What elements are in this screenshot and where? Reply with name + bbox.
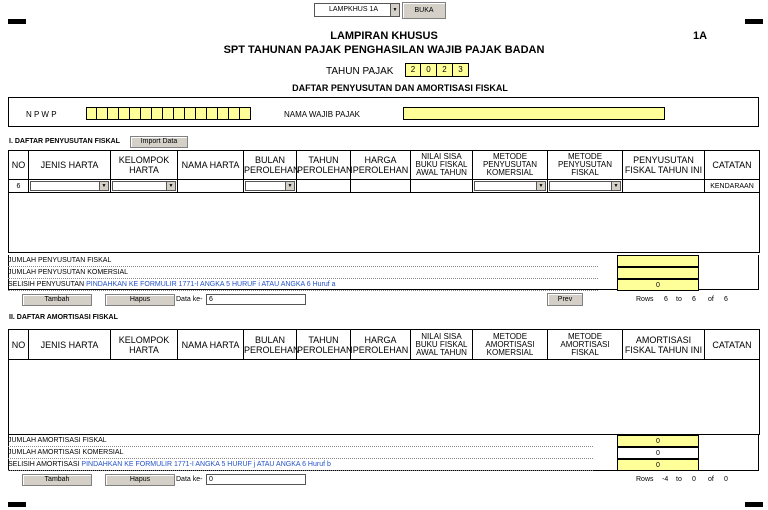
rows-total: 0 (724, 476, 728, 483)
col-header: METODE PENYUSUTAN FISKAL (548, 151, 623, 180)
rows-of-label: of (708, 296, 714, 303)
chevron-down-icon: ▼ (536, 182, 545, 190)
corner-mark (8, 19, 26, 24)
col-header: NAMA HARTA (178, 151, 244, 180)
col-header: NAMA HARTA (178, 330, 244, 360)
npwp-digit[interactable] (229, 107, 240, 120)
penyusutan-fiskal-cell[interactable] (623, 180, 705, 193)
nama-wp-input[interactable] (403, 107, 665, 120)
jumlah-amortisasi-komersial-label: JUMLAH AMORTISASI KOMERSIAL (8, 447, 593, 459)
col-header: CATATAN (705, 151, 760, 180)
hapus-amortisasi-button[interactable]: Hapus (105, 474, 175, 486)
kelompok-harta-select[interactable] (112, 181, 176, 191)
col-header: METODE PENYUSUTAN KOMERSIAL (473, 151, 548, 180)
col-header: AMORTISASI FISKAL TAHUN INI (623, 330, 705, 360)
form-code: 1A (693, 30, 708, 42)
npwp-digit[interactable] (163, 107, 174, 120)
rows-to: 0 (692, 476, 696, 483)
data-ke-label: Data ke- (176, 296, 203, 303)
chevron-down-icon: ▼ (99, 182, 108, 190)
jumlah-amortisasi-fiskal-label: JUMLAH AMORTISASI FISKAL (8, 435, 593, 447)
col-header: BULAN PEROLEHAN (244, 330, 297, 360)
col-header: HARGA PEROLEHAN (351, 330, 411, 360)
nama-wp-label: NAMA WAJIB PAJAK (284, 110, 361, 119)
npwp-digit[interactable] (240, 107, 251, 120)
row-no: 6 (9, 180, 29, 193)
col-header: KELOMPOK HARTA (111, 151, 178, 180)
npwp-digit[interactable] (196, 107, 207, 120)
year-digit[interactable]: 0 (421, 63, 437, 77)
penyusutan-section-label: I. DAFTAR PENYUSUTAN FISKAL (9, 138, 120, 145)
npwp-digit[interactable] (207, 107, 218, 120)
col-header: PENYUSUTAN FISKAL TAHUN INI (623, 151, 705, 180)
npwp-digit[interactable] (86, 107, 97, 120)
rows-label: Rows (636, 476, 654, 483)
npwp-digit[interactable] (119, 107, 130, 120)
page-subtitle: SPT TAHUNAN PAJAK PENGHASILAN WAJIB PAJAK BADAN (223, 44, 545, 56)
year-digit[interactable]: 2 (437, 63, 453, 77)
amortisasi-table (8, 329, 760, 435)
selisih-amortisasi-note: PINDAHKAN KE FORMULIR 1771-I ANGKA 5 HURUF j ATAU ANGKA 6 Huruf b (81, 461, 331, 468)
penyusutan-table (8, 150, 760, 253)
chevron-down-icon: ▼ (390, 4, 399, 16)
jenis-harta-cell[interactable] (29, 180, 111, 193)
rows-label: Rows (636, 296, 654, 303)
tahun-perolehan-cell[interactable] (297, 180, 351, 193)
form-select-value: LAMPKHUS 1A (329, 6, 379, 13)
rows-to-label: to (676, 296, 682, 303)
metode-fiskal-cell[interactable] (548, 180, 623, 193)
selisih-penyusutan-value: 0 (617, 279, 699, 291)
col-header: METODE AMORTISASI FISKAL (548, 330, 623, 360)
amortisasi-section-label: II. DAFTAR AMORTISASI FISKAL (9, 314, 118, 321)
kelompok-harta-cell[interactable] (111, 180, 178, 193)
rows-total: 6 (724, 296, 728, 303)
jumlah-penyusutan-fiskal-value (617, 255, 699, 267)
npwp-field[interactable] (86, 107, 251, 120)
selisih-penyusutan-label: SELISIH PENYUSUTAN (8, 281, 85, 288)
rows-to: 6 (692, 296, 696, 303)
corner-mark (8, 502, 26, 507)
data-ke-input[interactable]: 6 (206, 294, 306, 305)
selisih-amortisasi-value: 0 (617, 459, 699, 471)
corner-mark (745, 502, 763, 507)
chevron-down-icon: ▼ (285, 182, 294, 190)
jumlah-penyusutan-komersial-value (617, 267, 699, 279)
jenis-harta-select[interactable] (30, 181, 109, 191)
data-ke-label: Data ke- (176, 476, 203, 483)
npwp-digit[interactable] (130, 107, 141, 120)
rows-from: -4 (662, 476, 669, 483)
jumlah-penyusutan-fiskal-label: JUMLAH PENYUSUTAN FISKAL (8, 255, 598, 267)
jumlah-penyusutan-komersial-label: JUMLAH PENYUSUTAN KOMERSIAL (8, 267, 598, 279)
selisih-penyusutan-note: PINDAHKAN KE FORMULIR 1771-I ANGKA 5 HURUF i ATAU ANGKA 6 Huruf a (86, 281, 336, 288)
metode-komersial-cell[interactable] (473, 180, 548, 193)
col-header: NILAI SISA BUKU FISKAL AWAL TAHUN (411, 330, 473, 360)
col-header: HARGA PEROLEHAN (351, 151, 411, 180)
rows-from: 6 (664, 296, 668, 303)
col-header: NILAI SISA BUKU FISKAL AWAL TAHUN (411, 151, 473, 180)
rows-of-label: of (708, 476, 714, 483)
selisih-penyusutan-row (8, 279, 598, 291)
harga-perolehan-cell[interactable] (351, 180, 411, 193)
table-empty-area (9, 193, 760, 253)
tahun-pajak-label: TAHUN PAJAK (326, 66, 394, 77)
table-empty-area (9, 360, 760, 435)
rows-to-label: to (676, 476, 682, 483)
col-header: BULAN PEROLEHAN (244, 151, 297, 180)
col-header: TAHUN PEROLEHAN (297, 151, 351, 180)
import-data-button[interactable]: Import Data (130, 136, 188, 148)
buka-button[interactable]: BUKA (402, 2, 446, 19)
npwp-digit[interactable] (108, 107, 119, 120)
col-header: JENIS HARTA (29, 151, 111, 180)
year-digit[interactable]: 3 (453, 63, 469, 77)
col-header: NO (9, 151, 29, 180)
chevron-down-icon: ▼ (166, 182, 175, 190)
table-row (9, 180, 760, 193)
selisih-amortisasi-row (8, 459, 593, 471)
corner-mark (745, 19, 763, 24)
page-title: LAMPIRAN KHUSUS (330, 30, 438, 42)
npwp-label: N P W P (26, 110, 57, 119)
hapus-button[interactable]: Hapus (105, 294, 175, 306)
catatan-cell[interactable]: KENDARAAN (705, 180, 760, 193)
jumlah-amortisasi-fiskal-value: 0 (617, 435, 699, 447)
form-select[interactable] (314, 3, 400, 17)
prev-button[interactable]: Prev (547, 293, 583, 306)
metode-fiskal-select[interactable] (549, 181, 621, 191)
npwp-digit[interactable] (141, 107, 152, 120)
bulan-perolehan-cell[interactable] (244, 180, 297, 193)
selisih-amortisasi-label: SELISIH AMORTISASI (8, 461, 80, 468)
npwp-digit[interactable] (152, 107, 163, 120)
col-header: KELOMPOK HARTA (111, 330, 178, 360)
section-title: DAFTAR PENYUSUTAN DAN AMORTISASI FISKAL (292, 83, 508, 93)
chevron-down-icon: ▼ (611, 182, 620, 190)
col-header: METODE AMORTISASI KOMERSIAL (473, 330, 548, 360)
bulan-select[interactable] (245, 181, 295, 191)
npwp-digit[interactable] (218, 107, 229, 120)
data-ke-amortisasi-input[interactable]: 0 (206, 474, 306, 485)
jumlah-amortisasi-komersial-value: 0 (617, 447, 699, 459)
npwp-digit[interactable] (185, 107, 196, 120)
tambah-button[interactable]: Tambah (22, 294, 92, 306)
col-header: CATATAN (705, 330, 760, 360)
tahun-pajak-field[interactable] (405, 63, 469, 77)
year-digit[interactable]: 2 (405, 63, 421, 77)
npwp-digit[interactable] (174, 107, 185, 120)
col-header: NO (9, 330, 29, 360)
nama-harta-cell[interactable] (178, 180, 244, 193)
metode-komersial-select[interactable] (474, 181, 546, 191)
tambah-amortisasi-button[interactable]: Tambah (22, 474, 92, 486)
col-header: TAHUN PEROLEHAN (297, 330, 351, 360)
col-header: JENIS HARTA (29, 330, 111, 360)
nilai-sisa-cell[interactable] (411, 180, 473, 193)
npwp-digit[interactable] (97, 107, 108, 120)
